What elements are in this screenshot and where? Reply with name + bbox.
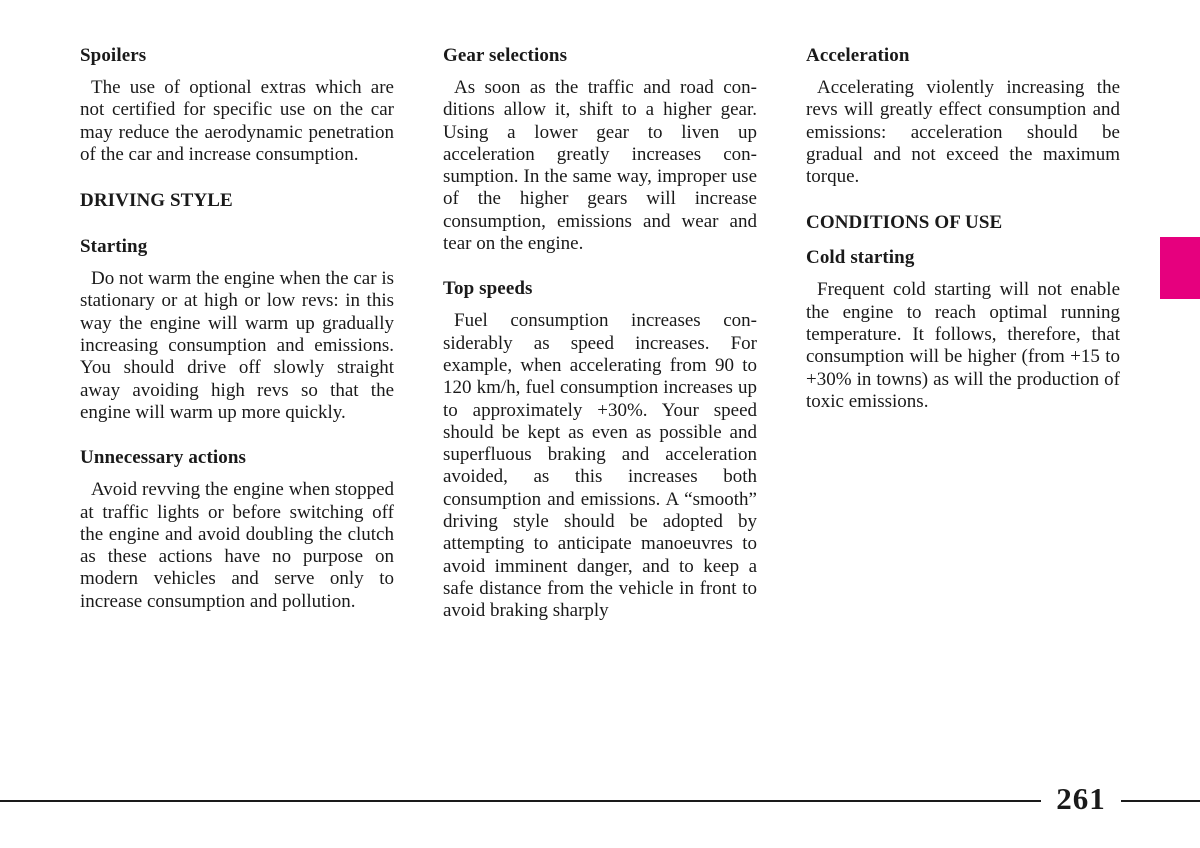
chapter-tab-marker (1160, 237, 1200, 299)
column-middle (443, 44, 757, 623)
section-heading-unnecessary-actions: Unnecessary actions (80, 447, 247, 469)
page-number: 261 (1056, 781, 1106, 816)
section-heading-acceleration: Acceleration (806, 45, 910, 66)
section-heading-starting: Starting (80, 236, 148, 258)
paragraph-gear-selections: As soon as the traffic and road conditions allow it, shift to a higher gear. Using a lower gear to liven up acceleration greatly increases consumption. In the same way, improper use of the higher gears will increase consumption, emissions and wear and tear on the engine. (443, 77, 757, 255)
footer-rule-right (1121, 800, 1200, 802)
chapter-heading-conditions-of-use: CONDITIONS OF USE (806, 212, 1003, 234)
paragraph-unnecessary-actions: Avoid revving the engine when stopped at traffic lights or before switching off the engine and avoid doubling the clutch as these actions have no purpose on modern vehicles and serve only to increase consumption and pollution. (80, 479, 394, 612)
paragraph-top-speeds: Fuel consumption increases considerably as speed increases. For example, when accelerating from 90 to 120 km/h, fuel consumption increases up to approximately +30%. Your speed should be kept as even as possible and superfluous braking and acceleration avoided, as this increases both consumption and emissions. A “smooth” driving style should be adopted by attempting to anticipate manoeuvres to avoid imminent danger, and to keep a safe distance from the vehicle in front to avoid braking sharply (443, 310, 757, 622)
section-heading-cold-starting: Cold starting (806, 247, 915, 269)
column-right (806, 44, 1120, 413)
paragraph-starting: Do not warm the engine when the car is stationary or at high or low revs: in this way the engine will warm up gradually increasing consumption and emissions. You should drive off slowly straight away avoiding high revs so that the engine will warm up more quickly. (80, 268, 394, 423)
chapter-heading-driving-style: DRIVING STYLE (80, 190, 233, 212)
paragraph-acceleration: Accelerating violently increasing the revs will greatly effect consumption and emissions: acceleration should be gradual and not exceed the maximum torque. (806, 77, 1120, 188)
footer-rule-left (0, 800, 1041, 802)
paragraph-cold-starting: Frequent cold starting will not enable the engine to reach optimal running temperature. It follows, therefore, that consumption will be higher (from +15 to +30% in towns) as will the production of toxic emissions. (806, 279, 1120, 412)
paragraph-spoilers: The use of optional extras which are not certified for specific use on the car may reduce the aerodynamic penetration of the car and increase consumption. (80, 77, 394, 165)
section-heading-spoilers: Spoilers (80, 45, 147, 66)
section-heading-gear-selections: Gear selections (443, 45, 568, 66)
column-left (80, 44, 394, 613)
section-heading-top-speeds: Top speeds (443, 278, 533, 300)
